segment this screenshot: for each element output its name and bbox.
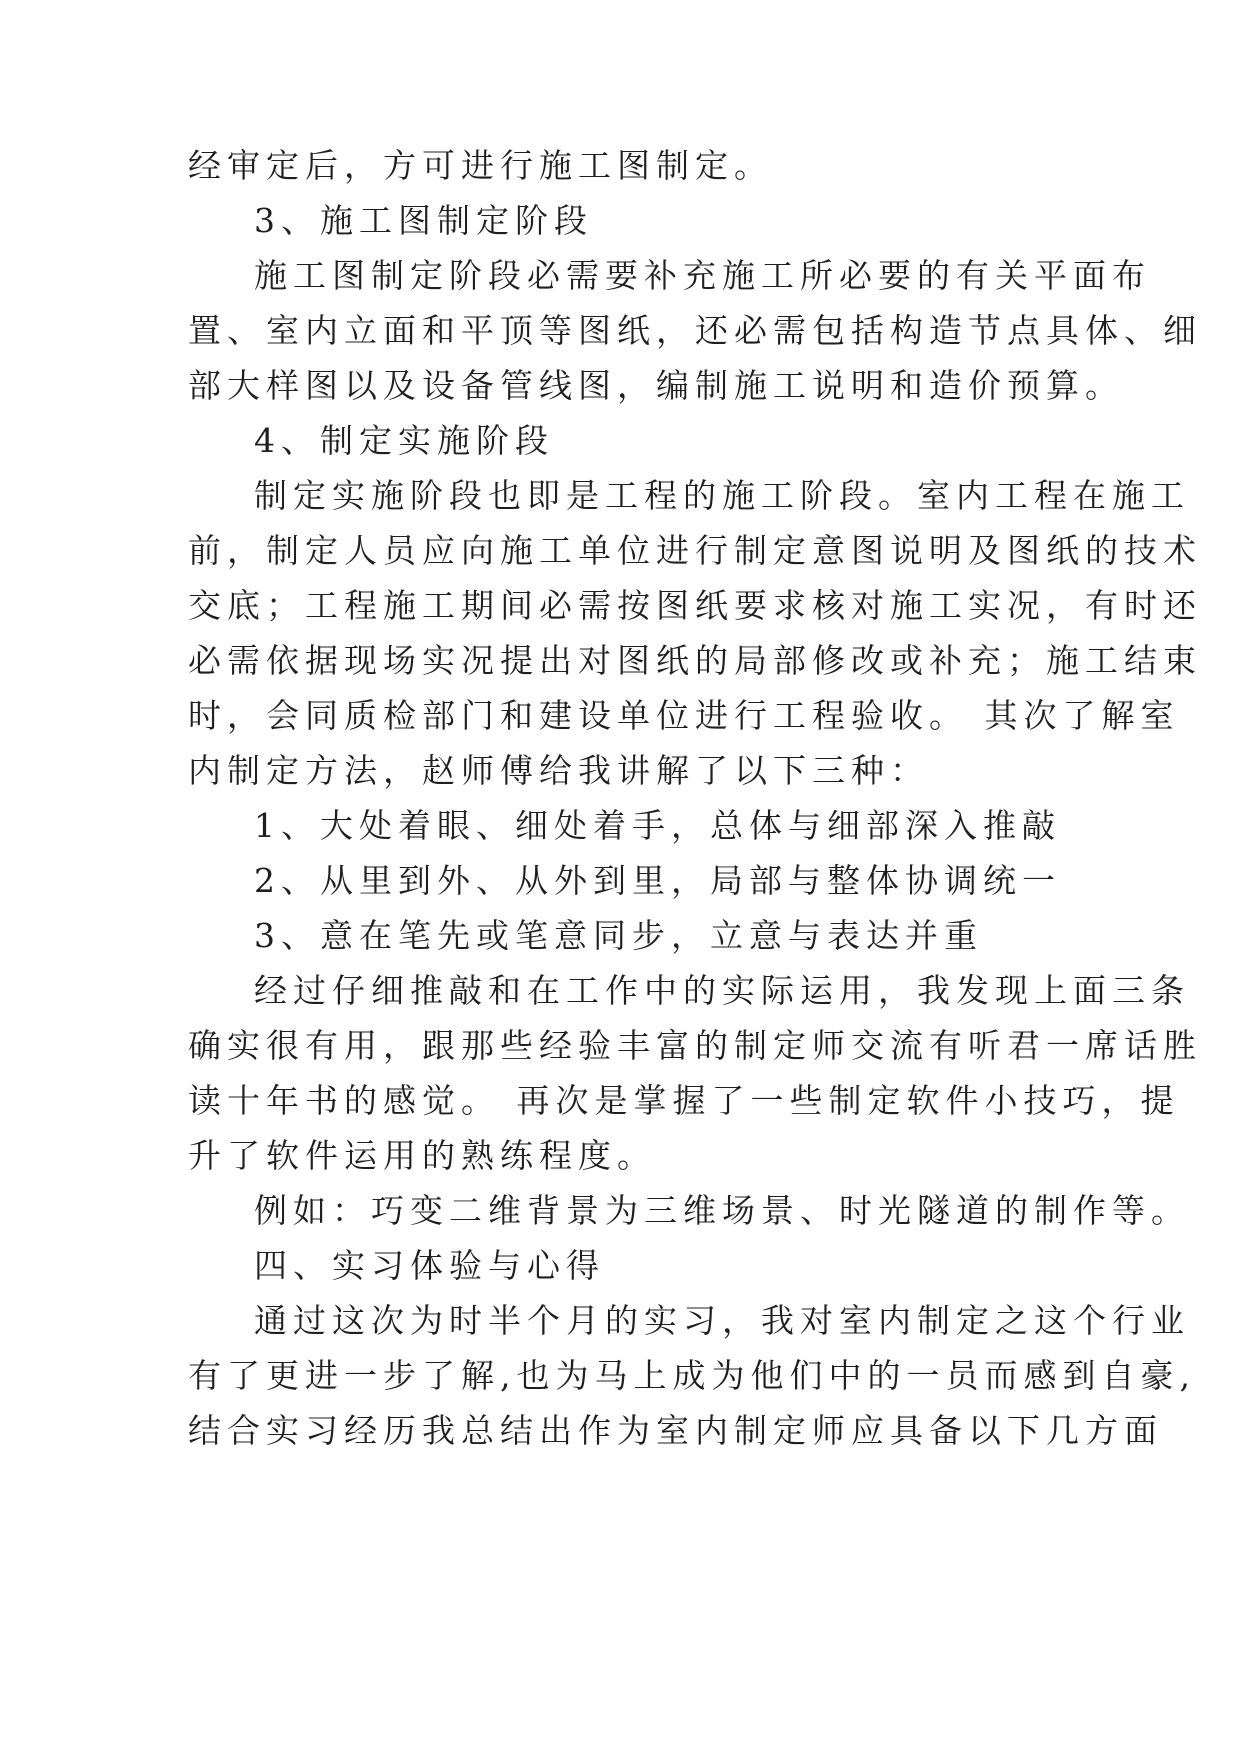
text-line: 经过仔细推敲和在工作中的实际运用，我发现上面三条 xyxy=(254,971,1190,1010)
section-heading: 3、施工图制定阶段 xyxy=(254,201,593,240)
text-line: 部大样图以及设备管线图，编制施工说明和造价预算。 xyxy=(188,366,1124,405)
text-line: 读十年书的感觉。 再次是掌握了一些制定软件小技巧，提 xyxy=(188,1081,1180,1120)
text-line: 前，制定人员应向施工单位进行制定意图说明及图纸的技术 xyxy=(188,531,1202,570)
text-line: 确实很有用，跟那些经验丰富的制定师交流有听君一席话胜 xyxy=(188,1026,1202,1065)
list-item: 1、大处着眼、细处着手，总体与细部深入推敲 xyxy=(254,806,1061,845)
text-line: 结合实习经历我总结出作为室内制定师应具备以下几方面 xyxy=(188,1411,1163,1450)
text-line: 经审定后，方可进行施工图制定。 xyxy=(188,146,773,185)
section-heading: 4、制定实施阶段 xyxy=(254,421,554,460)
text-line: 交底；工程施工期间必需按图纸要求核对施工实况，有时还 xyxy=(188,586,1202,625)
text-line: 施工图制定阶段必需要补充施工所必要的有关平面布 xyxy=(254,256,1151,295)
text-line: 例如：巧变二维背景为三维场景、时光隧道的制作等。 xyxy=(254,1191,1190,1230)
text-line: 通过这次为时半个月的实习，我对室内制定之这个行业 xyxy=(254,1301,1190,1340)
list-item: 3、意在笔先或笔意同步，立意与表达并重 xyxy=(254,916,983,955)
text-line: 制定实施阶段也即是工程的施工阶段。室内工程在施工 xyxy=(254,476,1190,515)
section-heading: 四、实习体验与心得 xyxy=(254,1246,605,1285)
text-line: 时，会同质检部门和建设单位进行工程验收。 其次了解室 xyxy=(188,696,1180,735)
text-line: 升了软件运用的熟练程度。 xyxy=(188,1136,656,1175)
text-line: 置、室内立面和平顶等图纸，还必需包括构造节点具体、细 xyxy=(188,311,1202,350)
text-line: 有了更进一步了解,也为马上成为他们中的一员而感到自豪, xyxy=(188,1356,1196,1395)
text-line: 内制定方法，赵师傅给我讲解了以下三种： xyxy=(188,751,929,790)
list-item: 2、从里到外、从外到里，局部与整体协调统一 xyxy=(254,861,1061,900)
text-line: 必需依据现场实况提出对图纸的局部修改或补充；施工结束 xyxy=(188,641,1202,680)
